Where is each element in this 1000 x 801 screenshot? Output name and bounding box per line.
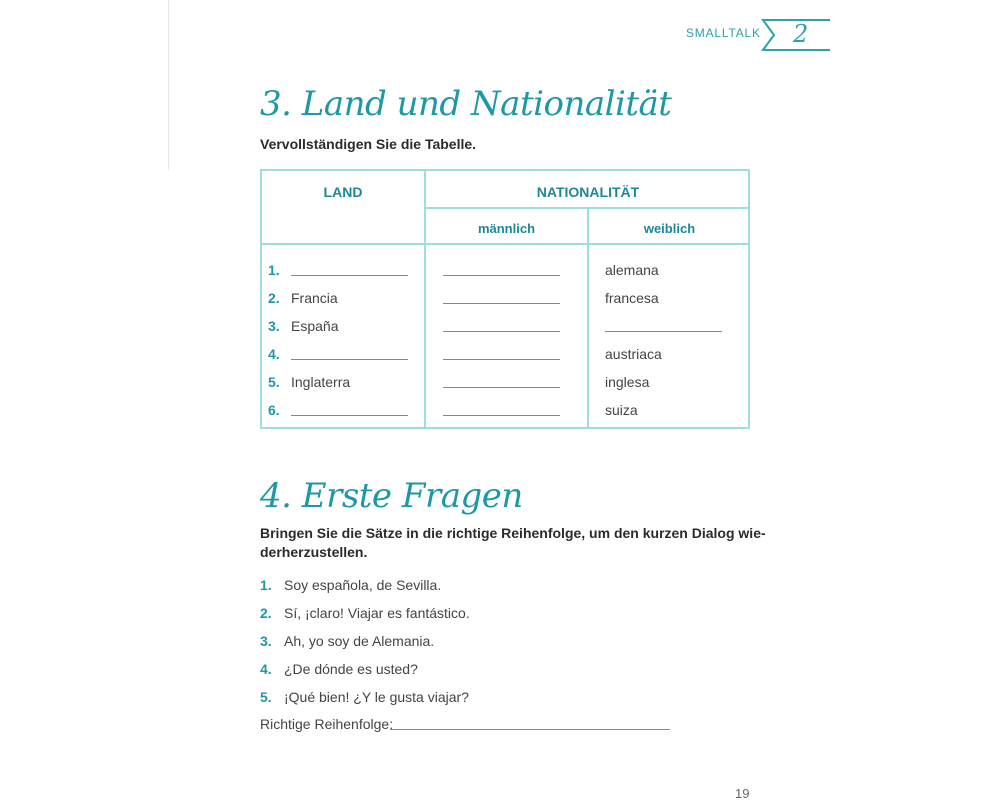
table-divider [262,243,748,245]
male-blank[interactable] [443,303,560,304]
sentence-number: 5. [260,689,272,705]
land-value: Francia [291,290,338,306]
row-number: 3. [268,318,280,334]
section-3-instruction: Vervollständigen Sie die Tabelle. [260,136,477,152]
table-row [262,374,748,394]
table-row [262,290,748,310]
sentence-number: 1. [260,577,272,593]
male-blank[interactable] [443,275,560,276]
land-value: Inglaterra [291,374,351,390]
female-value: austriaca [605,346,662,362]
land-blank[interactable] [291,359,408,360]
female-blank[interactable] [605,331,722,332]
land-value: España [291,318,339,334]
male-blank[interactable] [443,387,560,388]
page-gutter-line [168,0,169,170]
row-number: 6. [268,402,280,418]
column-header-nationality: NATIONALITÄT [536,184,640,200]
column-header-female: weiblich [643,221,696,236]
female-value: inglesa [605,374,650,390]
female-value: suiza [605,402,638,418]
table-row [262,262,748,282]
sentence-text: Sí, ¡claro! Viajar es fantástico. [284,605,470,621]
chapter-number: 2 [793,20,809,48]
male-blank[interactable] [443,359,560,360]
section-4-instruction-line-2: derherzustellen. [260,544,368,560]
table-row [262,402,748,422]
male-blank[interactable] [443,415,560,416]
nationality-table [260,169,750,429]
column-header-male: männlich [477,221,536,236]
female-value: francesa [605,290,659,306]
male-blank[interactable] [443,331,560,332]
page-number: 19 [735,786,750,801]
sentence-text: Soy española, de Sevilla. [284,577,442,593]
table-divider [587,207,589,427]
sentence-number: 2. [260,605,272,621]
row-number: 1. [268,262,280,278]
section-3-title: 3. Land und Nationalität [260,84,672,124]
female-value: alemana [605,262,659,278]
section-4-instruction-line-1: Bringen Sie die Sätze in die richtige Reihenfolge, um den kurzen Dialog wie- [260,525,766,541]
sentence-number: 3. [260,633,272,649]
row-number: 4. [268,346,280,362]
land-blank[interactable] [291,415,408,416]
sentence-text: Ah, yo soy de Alemania. [284,633,435,649]
sentence-text: ¿De dónde es usted? [284,661,418,677]
table-divider [424,207,748,209]
section-4-title: 4. Erste Fragen [260,476,523,516]
sentence-number: 4. [260,661,272,677]
table-row [262,346,748,366]
chapter-label: SMALLTALK [686,26,761,40]
order-answer-blank[interactable] [390,729,670,730]
column-header-land: LAND [323,184,363,200]
order-label: Richtige Reihenfolge: [260,716,394,732]
sentence-text: ¡Qué bien! ¿Y le gusta viajar? [284,689,469,705]
table-row [262,318,748,338]
row-number: 5. [268,374,280,390]
land-blank[interactable] [291,275,408,276]
row-number: 2. [268,290,280,306]
